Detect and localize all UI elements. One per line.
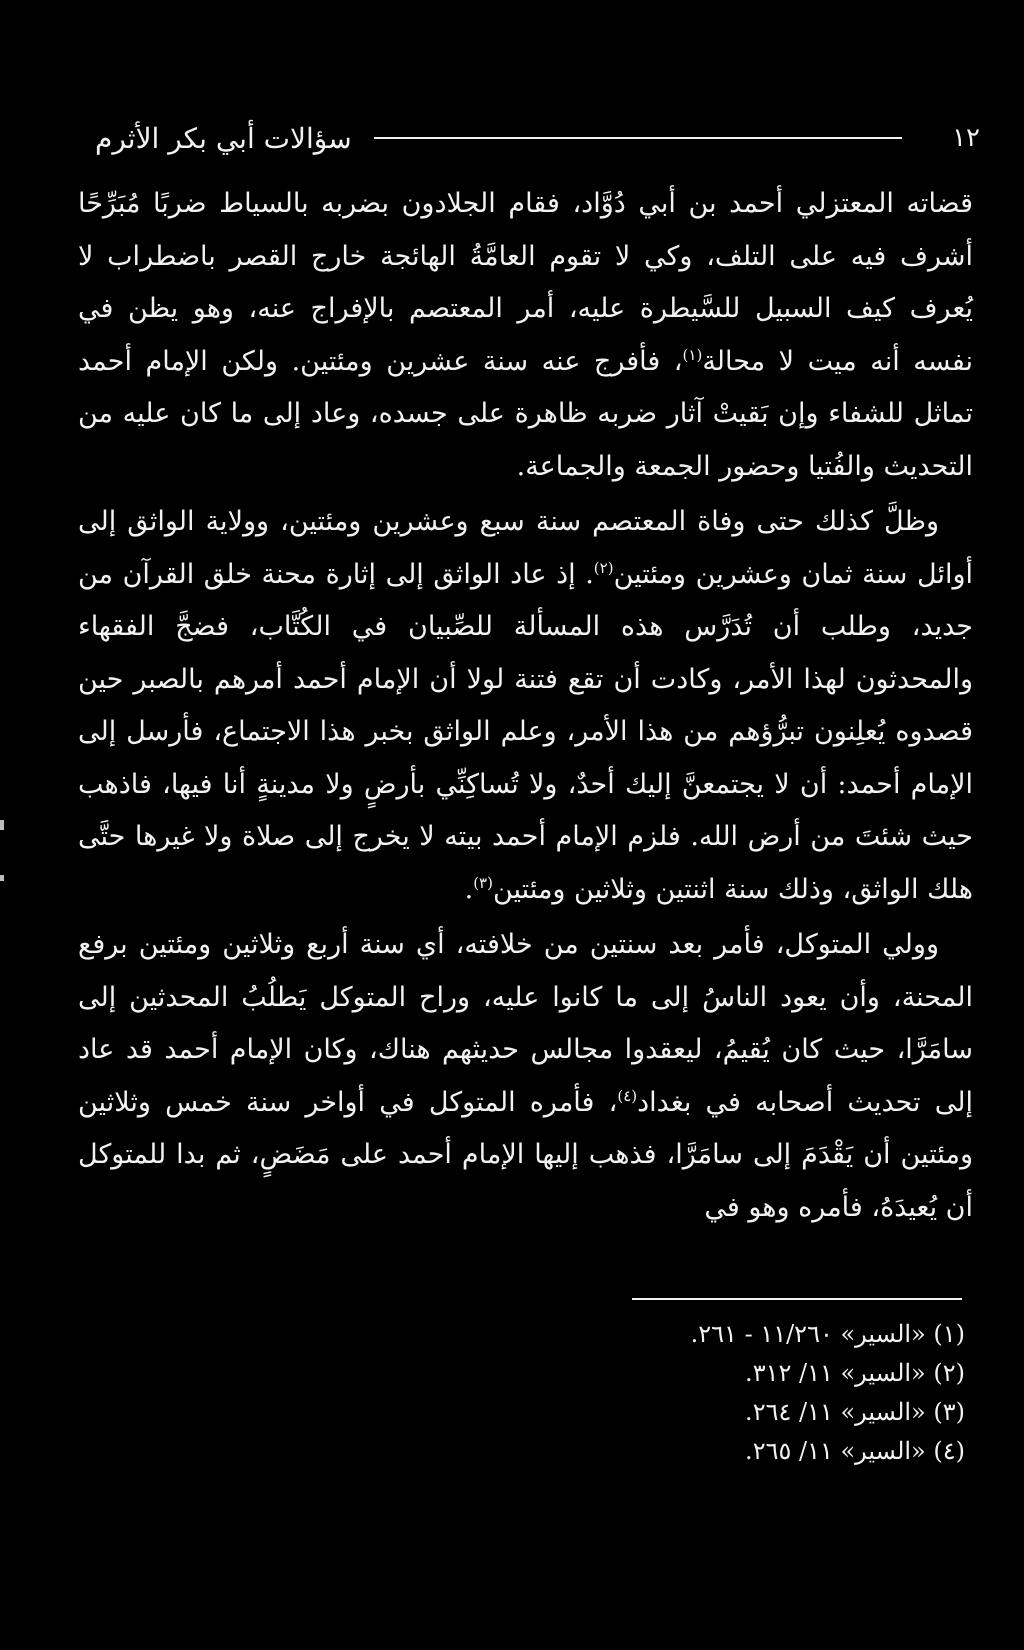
scan-edge-mark (0, 875, 4, 881)
footnote-ref-1: (١) (682, 345, 703, 364)
footnote-4: (٤) «السير» ١١/ ٢٦٥. (745, 1437, 965, 1465)
footnote-ref-2: (٢) (593, 558, 614, 577)
header-rule (374, 137, 902, 139)
paragraph-2: وظلَّ كذلك حتى وفاة المعتصم سنة سبع وعشرين ومئتين، وولاية الواثق إلى أوائل سنة ثمان وعشرين ومئتين$^{(٢)}$. إذ عاد الواثق إلى إثارة محنة خلق القرآن من جديد، وطلب أن تُدَرَّس هذه المسألة للصِّبيان في الكُتَّاب، فضجَّ الفقهاء والمحدثون لهذا الأمر، وكادت أن تقع فتنة لولا أن الإمام أحمد أمرهم بالصبر حين قصدوه يُعلِنون تبرُّؤهم من هذا الأمر، وعلم الواثق بخبر هذا الاجتماع، فأرسل إلى الإمام أحمد: أن لا يجتمعنَّ إليك أحدٌ، ولا تُساكِنِّي بأرضٍ ولا مدينةٍ أنا فيها، فاذهب حيث شئتَ من أرض الله. فلزم الإمام أحمد بيته لا يخرج إلى صلاة ولا غيرها حتَّى هلك الواثق، وذلك سنة اثنتين وثلاثين ومئتين$^{(٣)}$. (78, 506, 973, 905)
footnote-ref-4: (٤) (617, 1086, 638, 1105)
paragraph-1 (78, 178, 973, 493)
paragraph-2-text: وظلَّ كذلك حتى وفاة المعتصم سنة سبع وعشرين ومئتين، وولاية الواثق إلى أوائل سنة ثمان وعشرين ومئتين (78, 506, 973, 590)
paragraph-1-text: قضاته المعتزلي أحمد بن أبي دُوَّاد، فقام الجلادون بضربه بالسياط ضربًا مُبَرِّحًا أشرف فيه على التلف، وكي لا تقوم العامَّةُ الهائجة خارج القصر باضطراب لا يُعرف كيف السبيل للسَّيطرة عليه، أمر المعتصم بالإفراج عنه، وهو يظن في نفسه أنه ميت لا محالة (78, 188, 973, 377)
paragraph-3 (78, 919, 973, 1234)
footnotes (560, 1315, 965, 1471)
scan-edge-mark (0, 820, 4, 830)
footnote-2: (٢) «السير» ١١/ ٣١٢. (745, 1359, 965, 1387)
paragraph-3-text: وولي المتوكل، فأمر بعد سنتين من خلافته، أي سنة أربع وثلاثين ومئتين برفع المحنة، وأن يعود الناسُ إلى ما كانوا عليه، وراح المتوكل يَطلُبُ المحدثين إلى سامَرَّا، حيث كان يُقيمُ، ليعقدوا مجالس حديثهم هناك، وكان الإمام أحمد قد عاد إلى تحديث أصحابه في بغداد (78, 929, 973, 1118)
paragraph-2-continuation: . إذ عاد الواثق إلى إثارة محنة خلق القرآن من جديد، وطلب أن تُدَرَّس هذه المسألة للصِّبيان في الكُتَّاب، فضجَّ الفقهاء والمحدثون لهذا الأمر، وكادت أن تقع فتنة لولا أن الإمام أحمد أمرهم بالصبر حين قصدوه يُعلِنون تبرُّؤهم من هذا الأمر، وعلم الواثق بخبر هذا الاجتماع، فأرسل إلى الإمام أحمد: أن لا يجتمعنَّ إليك أحدٌ، ولا تُساكِنِّي بأرضٍ ولا مدينةٍ أنا فيها، فاذهب حيث شئتَ من أرض الله. فلزم الإمام أحمد بيته لا يخرج إلى صلاة ولا غيرها حتَّى هلك الواثق، وذلك سنة اثنتين وثلاثين ومئتين (78, 558, 973, 905)
page-number: ١٢ (952, 123, 980, 153)
footnote-3: (٣) «السير» ١١/ ٢٦٤. (745, 1398, 965, 1426)
running-title: سؤالات أبي بكر الأثرم (95, 121, 352, 155)
footnote-ref-3: (٣) (473, 873, 493, 892)
paragraph-1-continuation: ، فأفرج عنه سنة عشرين ومئتين. ولكن الإمام أحمد تماثل للشفاء وإن بَقيتْ آثار ضربه ظاهرة على جسده، وعاد إلى ما كان عليه من التحديث والفُتيا وحضور الجمعة والجماعة. (78, 345, 973, 482)
footnote-1: (١) «السير» ١١/٢٦٠ - ٢٦١. (690, 1320, 965, 1348)
page-header (95, 118, 980, 158)
footnote-rule (632, 1298, 962, 1300)
body-text (78, 178, 973, 1234)
paragraph-3-continuation: ، فأمره المتوكل في أواخر سنة خمس وثلاثين ومئتين أن يَقْدَمَ إلى سامَرَّا، فذهب إليها الإمام أحمد على مَضَضٍ، ثم بدا للمتوكل أن يُعيدَهُ، فأمره وهو في (78, 1086, 973, 1223)
